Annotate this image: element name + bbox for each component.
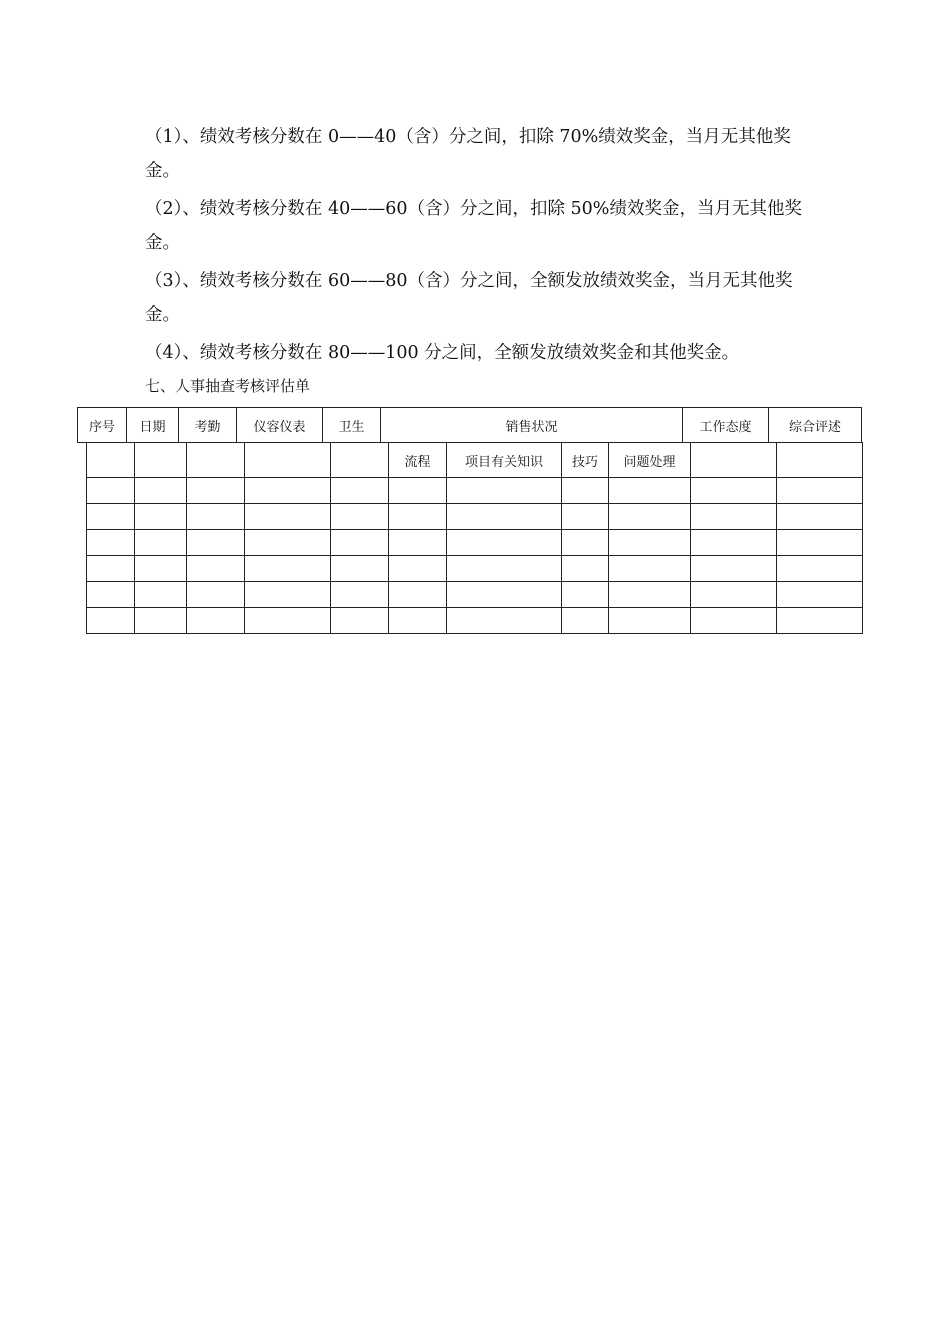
table-cell bbox=[777, 504, 863, 530]
table-cell bbox=[245, 608, 331, 634]
table-cell bbox=[245, 504, 331, 530]
table-cell bbox=[245, 443, 331, 478]
table-cell bbox=[331, 582, 389, 608]
sub-header-problem-handling: 问题处理 bbox=[609, 443, 691, 478]
table-cell bbox=[331, 556, 389, 582]
table-cell bbox=[331, 530, 389, 556]
table-cell bbox=[245, 478, 331, 504]
table-row bbox=[87, 530, 863, 556]
table-cell bbox=[87, 608, 135, 634]
sub-header-process: 流程 bbox=[389, 443, 447, 478]
table-cell bbox=[691, 530, 777, 556]
header-cell-attendance: 考勤 bbox=[179, 408, 237, 443]
table-cell bbox=[389, 582, 447, 608]
table-cell bbox=[389, 478, 447, 504]
table-cell bbox=[691, 556, 777, 582]
table-cell bbox=[609, 478, 691, 504]
table-cell bbox=[777, 443, 863, 478]
table-cell bbox=[187, 582, 245, 608]
evaluation-table-body bbox=[86, 442, 863, 634]
table-cell bbox=[691, 582, 777, 608]
table-cell bbox=[187, 530, 245, 556]
table-cell bbox=[447, 608, 562, 634]
table-cell bbox=[389, 556, 447, 582]
table-row bbox=[87, 556, 863, 582]
table-cell bbox=[609, 556, 691, 582]
table-cell bbox=[389, 504, 447, 530]
evaluation-table-header bbox=[77, 407, 862, 443]
table-cell bbox=[245, 582, 331, 608]
table-cell bbox=[777, 608, 863, 634]
table-row bbox=[87, 504, 863, 530]
table-cell bbox=[777, 478, 863, 504]
table-cell bbox=[562, 582, 609, 608]
table-cell bbox=[447, 504, 562, 530]
table-cell bbox=[562, 556, 609, 582]
table-cell bbox=[135, 608, 187, 634]
table-cell bbox=[777, 582, 863, 608]
table-cell bbox=[447, 478, 562, 504]
header-cell-appearance: 仪容仪表 bbox=[237, 408, 323, 443]
table-cell bbox=[135, 582, 187, 608]
table-cell bbox=[135, 478, 187, 504]
table-cell bbox=[691, 608, 777, 634]
table-cell bbox=[87, 556, 135, 582]
table-cell bbox=[691, 443, 777, 478]
paragraph-2: （2）、绩效考核分数在 40——60（含）分之间，扣除 50%绩效奖金，当月无其他奖金。 bbox=[145, 199, 802, 253]
table-cell bbox=[135, 530, 187, 556]
table-cell bbox=[187, 608, 245, 634]
sub-header-knowledge: 项目有关知识 bbox=[447, 443, 562, 478]
header-cell-attitude: 工作态度 bbox=[683, 408, 769, 443]
table-cell bbox=[691, 478, 777, 504]
paragraph-3: （3）、绩效考核分数在 60——80（含）分之间，全额发放绩效奖金，当月无其他奖金。 bbox=[145, 271, 793, 325]
table-cell bbox=[331, 608, 389, 634]
table-cell bbox=[331, 443, 389, 478]
paragraph-4: （4）、绩效考核分数在 80——100 分之间，全额发放绩效奖金和其他奖金。 bbox=[145, 343, 740, 363]
sub-header-skills: 技巧 bbox=[562, 443, 609, 478]
table-cell bbox=[245, 556, 331, 582]
table-cell bbox=[609, 608, 691, 634]
table-cell bbox=[777, 530, 863, 556]
table-cell bbox=[245, 530, 331, 556]
table-cell bbox=[187, 556, 245, 582]
table-cell bbox=[87, 478, 135, 504]
table-cell bbox=[562, 530, 609, 556]
table-cell bbox=[389, 530, 447, 556]
table-cell bbox=[187, 504, 245, 530]
table-row bbox=[87, 608, 863, 634]
table-cell bbox=[562, 504, 609, 530]
table-cell bbox=[87, 582, 135, 608]
table-cell bbox=[447, 530, 562, 556]
table-cell bbox=[609, 504, 691, 530]
header-cell-overall: 综合评述 bbox=[769, 408, 862, 443]
header-cell-hygiene: 卫生 bbox=[323, 408, 381, 443]
table-cell bbox=[609, 582, 691, 608]
table-cell bbox=[135, 504, 187, 530]
table-row bbox=[87, 478, 863, 504]
table-cell bbox=[135, 556, 187, 582]
table-cell bbox=[87, 530, 135, 556]
table-cell bbox=[777, 556, 863, 582]
table-cell bbox=[389, 608, 447, 634]
table-cell bbox=[447, 582, 562, 608]
table-cell bbox=[87, 443, 135, 478]
header-cell-number: 序号 bbox=[78, 408, 127, 443]
table-cell bbox=[187, 478, 245, 504]
table-cell bbox=[609, 530, 691, 556]
table-cell bbox=[87, 504, 135, 530]
table-cell bbox=[562, 608, 609, 634]
table-cell bbox=[562, 478, 609, 504]
paragraph-1: （1）、绩效考核分数在 0——40（含）分之间，扣除 70%绩效奖金，当月无其他奖金。 bbox=[145, 127, 791, 181]
table-cell bbox=[331, 478, 389, 504]
header-cell-date: 日期 bbox=[127, 408, 179, 443]
section-title: 七、人事抽查考核评估单 bbox=[145, 377, 311, 395]
table-cell bbox=[691, 504, 777, 530]
table-cell bbox=[447, 556, 562, 582]
header-cell-sales: 销售状况 bbox=[381, 408, 683, 443]
table-cell bbox=[331, 504, 389, 530]
table-cell bbox=[135, 443, 187, 478]
table-cell bbox=[187, 443, 245, 478]
table-row bbox=[87, 582, 863, 608]
